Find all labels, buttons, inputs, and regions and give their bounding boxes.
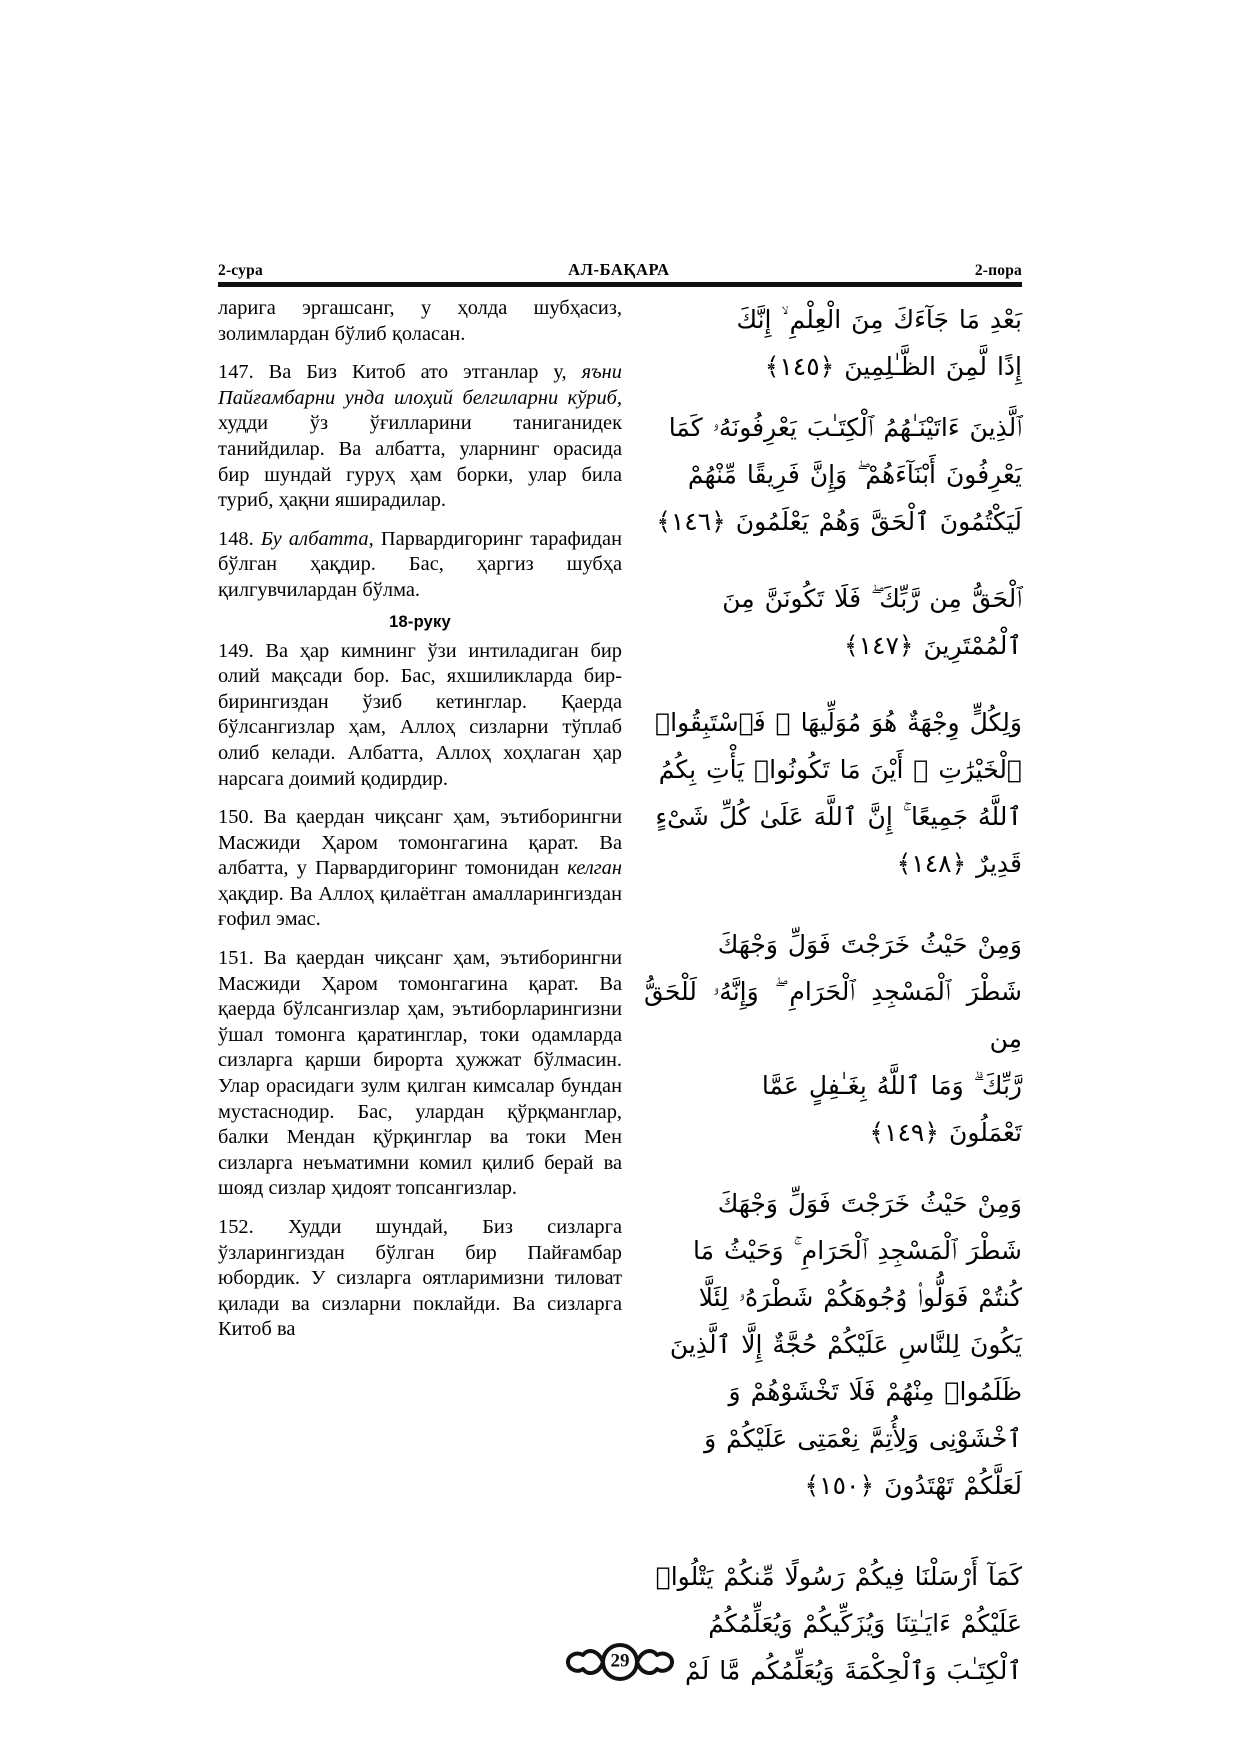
verse-148 (218, 527, 622, 604)
ruku-heading: 18-руку (389, 612, 451, 631)
continued-text: ларига эргашсанг, у ҳолда шубҳасиз, золимлардан бўлиб қоласан. (218, 297, 622, 345)
arabic-line: شَطْرَ ٱلْمَسْجِدِ ٱلْحَرَامِ ۖ وَإِنَّهُۥ لَلْحَقُّ مِن (644, 977, 1022, 1053)
arabic-line: ٱلْمُمْتَرِينَ ﴿١٤٧﴾ (843, 631, 1022, 660)
arabic-line: كَمَآ أَرْسَلْنَا فِيكُمْ رَسُولًا مِّنكُمْ يَتْلُوا۟ (655, 1562, 1022, 1591)
verse-151-text: 151. Ва қаердан чиқсанг ҳам, эътиборингни Масжиди Ҳаром томонгагина қарат. Ва қаерда бўлсангизлар ҳам, эътиборларингизни ўшал томонга қаратинглар, токи одамларда сизларга қарши бирорта ҳужжат бўлмасин. Улар орасидаги зулм қилган кимсалар бундан мустаснодир. Бас, улардан қўрқманглар, балки Мендан қўрқинглар ва токи Мен сизларга неъматимни комил қилиб берай ва шояд сизлар ҳидоят топсангизлар. (218, 947, 622, 1200)
arabic-line: كُنتُمْ فَوَلُّوا۟ وُجُوهَكُمْ شَطْرَهُۥ لِئَلَّا (698, 1283, 1022, 1312)
running-head-sura: 2-сура (218, 261, 263, 279)
arabic-line: وَمِنْ حَيْثُ خَرَجْتَ فَوَلِّ وَجْهَكَ (717, 1189, 1022, 1218)
arabic-line: وَلِكُلٍّ وِجْهَةٌ هُوَ مُوَلِّيهَا ۖ فَٱسْتَبِقُوا۟ (655, 708, 1022, 737)
arabic-line: بَعْدِ مَا جَآءَكَ مِنَ الْعِلْمِ ۙ إِنَّكَ (736, 305, 1022, 334)
page-number: 29 (610, 1650, 630, 1672)
arabic-ayah-148 (644, 699, 1022, 887)
arabic-line: قَدِيرٌ ﴿١٤٨﴾ (896, 849, 1022, 878)
verse-148-part-1: Бу албатта, (260, 527, 374, 550)
verse-147-part-1: яъни Пайғамбарни унда илоҳий белгиларни кўриб, (218, 361, 622, 409)
arabic-line: ٱللَّهُ جَمِيعًا ۚ إِنَّ ٱللَّهَ عَلَىٰ كُلِّ شَىْءٍ (655, 802, 1022, 831)
running-head (218, 252, 1022, 278)
arabic-ayah-149 (644, 921, 1022, 1156)
arabic-line: يَكُونَ لِلنَّاسِ عَلَيْكُمْ حُجَّةٌ إِلَّا ٱلَّذِينَ (669, 1330, 1022, 1359)
verse-149 (218, 639, 622, 793)
arabic-line: إِذًا لَّمِنَ الظَّـٰلِمِينَ ﴿١٤٥﴾ (764, 352, 1022, 381)
arabic-line: يَعْرِفُونَ أَبْنَآءَهُمْ ۖ وَإِنَّ فَرِيقًا مِّنْهُمْ (687, 460, 1022, 489)
verse-150 (218, 805, 622, 933)
arabic-line: لَعَلَّكُمْ تَهْتَدُونَ ﴿١٥٠﴾ (804, 1471, 1022, 1500)
paragraph-continued (218, 296, 622, 347)
header-rule (218, 282, 1022, 287)
verse-148-part-2: Парвардигоринг тарафидан бўлган ҳақдир. Бас, ҳаргиз шубҳа қилгувчилардан бўлма. (218, 527, 622, 601)
arabic-ayah-147 (644, 575, 1022, 669)
arabic-line: ٱلْخَيْرَٰتِ ۚ أَيْنَ مَا تَكُونُوا۟ يَأْتِ بِكُمُ (658, 755, 1022, 784)
verse-147-part-0: 147. Ва Биз Китоб ато этганлар у, (218, 361, 582, 384)
running-head-title: АЛ-БАҚАРА (568, 259, 670, 279)
arabic-line: وَمِنْ حَيْثُ خَرَجْتَ فَوَلِّ وَجْهَكَ (717, 930, 1022, 959)
arabic-line: رَّبِّكَ ۗ وَمَا ٱللَّهُ بِغَـٰفِلٍ عَمَّا (761, 1071, 1022, 1100)
uzbek-translation-column (218, 296, 622, 1356)
verse-152-text: 152. Худди шундай, Биз сизларга ўзларингиздан бўлган бир Пайғамбар юбордик. У сизларга оятларимизни тиловат қилади ва сизларни поклайди. Ва сизларга Китоб ва (218, 1216, 622, 1341)
arabic-line: ٱخْشَوْنِى وَلِأُتِمَّ نِعْمَتِى عَلَيْكُمْ وَ (704, 1424, 1022, 1453)
verse-150-part-1: келган (567, 857, 622, 880)
arabic-ayah-145 (644, 296, 1022, 390)
arabic-line: ظَلَمُوا۟ مِنْهُمْ فَلَا تَخْشَوْهُمْ وَ (728, 1377, 1022, 1406)
verse-152 (218, 1215, 622, 1343)
arabic-line: عَلَيْكُمْ ءَايَـٰتِنَا وَيُزَكِّيكُمْ وَيُعَلِّمُكُمُ (708, 1609, 1022, 1638)
arabic-line: شَطْرَ ٱلْمَسْجِدِ ٱلْحَرَامِ ۚ وَحَيْثُ مَا (693, 1236, 1022, 1265)
verse-150-part-2: ҳақдир. Ва Аллоҳ қилаётган амалларингиздан ғофил эмас. (218, 882, 622, 931)
verse-148-part-0: 148. (218, 527, 261, 550)
arabic-line: ٱلْحَقُّ مِن رَّبِّكَ ۖ فَلَا تَكُونَنَّ مِنَ (722, 584, 1022, 613)
arabic-line: لَيَكْتُمُونَ ٱلْحَقَّ وَهُمْ يَعْلَمُونَ ﴿١٤٦﴾ (656, 507, 1022, 536)
arabic-ayah-146 (644, 404, 1022, 545)
arabic-text-column (644, 296, 1022, 1694)
page-number-cartouche (554, 1636, 686, 1688)
arabic-line: تَعْمَلُونَ ﴿١٤٩﴾ (869, 1118, 1022, 1147)
running-head-juz: 2-пора (974, 261, 1022, 279)
arabic-line: ٱلَّذِينَ ءَاتَيْنَـٰهُمُ ٱلْكِتَـٰبَ يَعْرِفُونَهُۥ كَمَا (668, 413, 1022, 442)
verse-151 (218, 946, 622, 1202)
verse-149-text: 149. Ва ҳар кимнинг ўзи интиладиган бир олий мақсади бор. Бас, яхшиликларда бир-бирингиздан ўзиб кетинглар. Қаерда бўлсангизлар ҳам, Аллоҳ сизларни тўплаб олиб келади. Албатта, Аллоҳ хоҳлаган ҳар нарсага доимий қодирдир. (218, 639, 622, 790)
arabic-ayah-150 (644, 1180, 1022, 1509)
verse-147-part-2: худди ўз ўғилларини таниганидек танийдилар. Ва албатта, уларнинг орасида бир шундай гуруҳ ҳам борки, улар била туриб, ҳақни яширадилар. (218, 412, 622, 512)
verse-147 (218, 360, 622, 514)
arabic-ayah-151 (644, 1553, 1022, 1694)
arabic-line: ٱلْكِتَـٰبَ وَٱلْحِكْمَةَ وَيُعَلِّمُكُم مَّا لَمْ (685, 1656, 1022, 1685)
verse-150-part-0: 150. Ва қаердан чиқсанг ҳам, эътиборингни Масжиди Ҳаром томонгагина қарат. Ва албатта, у Парвардигоринг томонидан (218, 806, 622, 880)
